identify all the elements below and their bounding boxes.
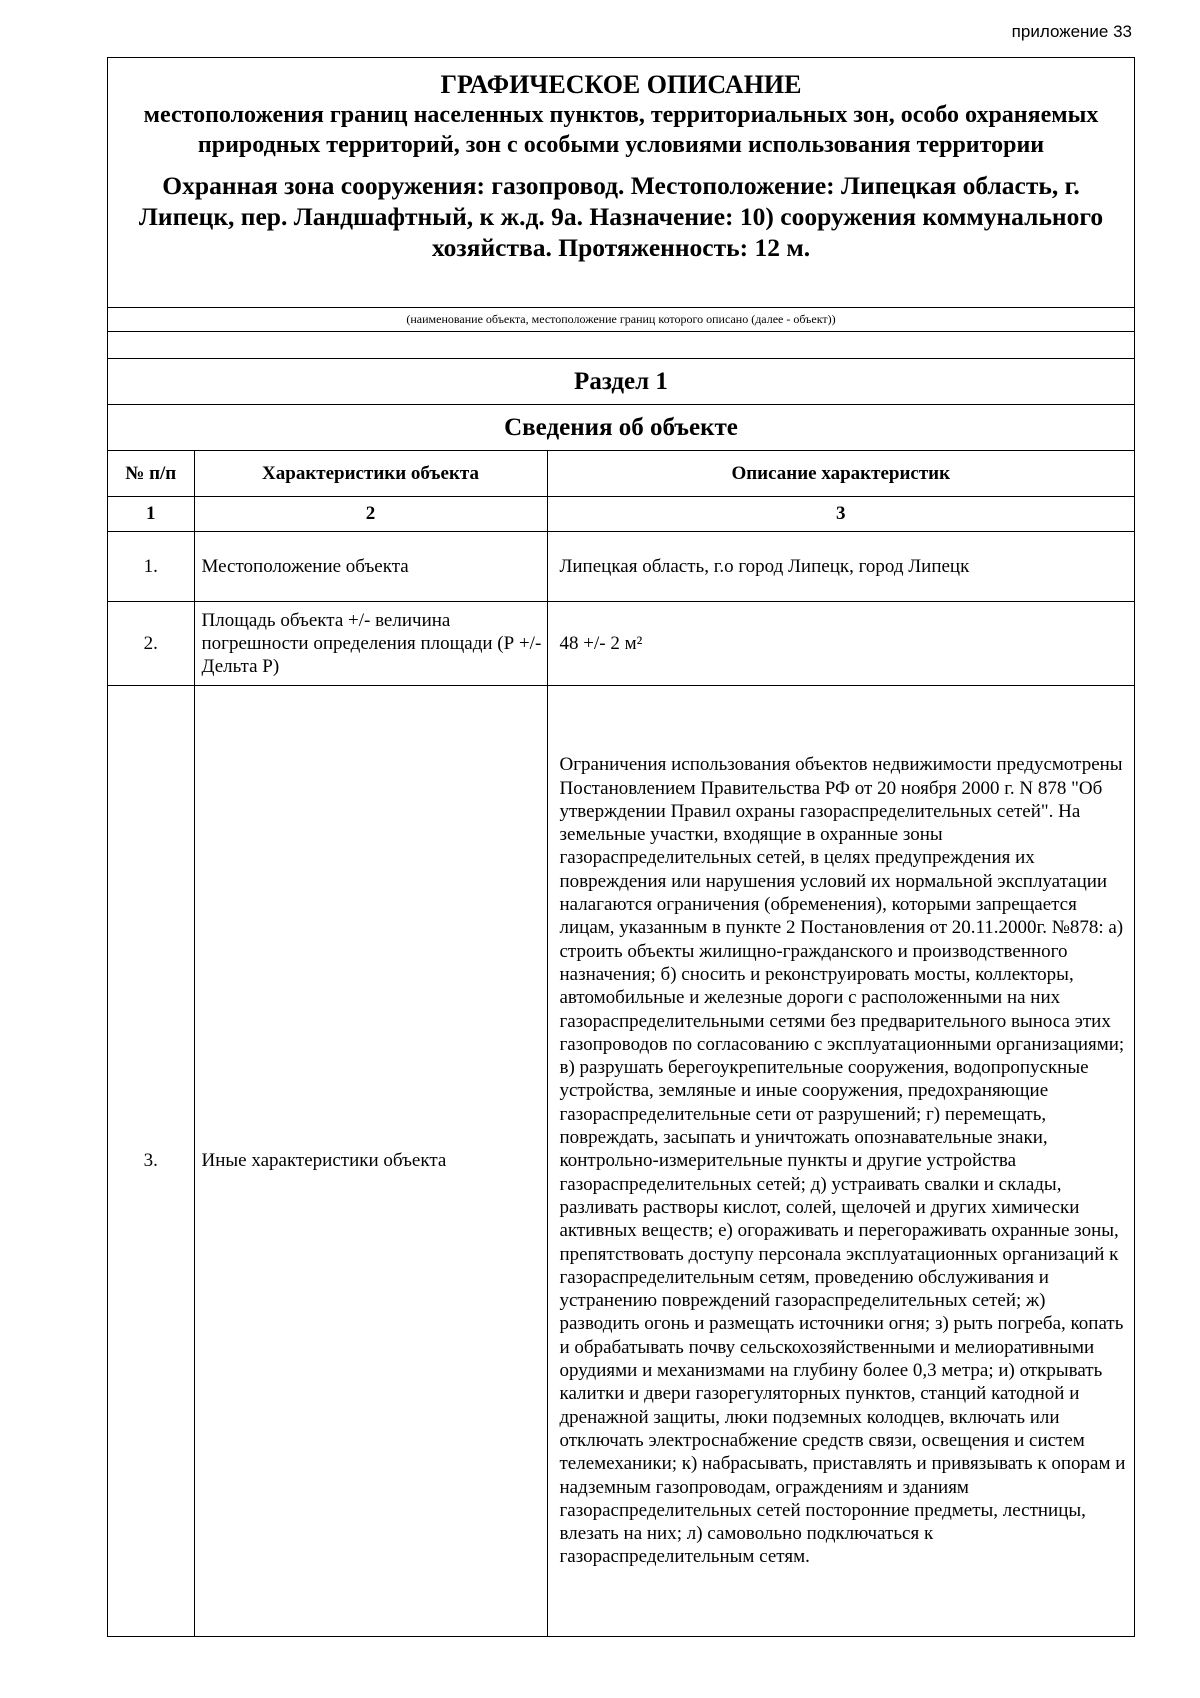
document-title: ГРАФИЧЕСКОЕ ОПИСАНИЕ	[440, 70, 802, 99]
row-characteristic: Площадь объекта +/- величина погрешности определения площади (Р +/- Дельта Р)	[194, 602, 547, 686]
header-description: Описание характеристик	[547, 451, 1134, 497]
document-frame	[107, 57, 1135, 1637]
header-characteristic: Характеристики объекта	[194, 451, 547, 497]
object-name: Охранная зона сооружения: газопровод. Местоположение: Липецкая область, г. Липецк, пер. Ландшафтный, к ж.д. 9а. Назначение: 10) сооружения коммунального хозяйства. Протяженность: 12 м.	[138, 171, 1104, 262]
row-description: Липецкая область, г.о город Липецк, город Липецк	[547, 532, 1134, 602]
section-subtitle: Сведения об объекте	[108, 405, 1134, 451]
row-number: 3.	[108, 686, 194, 1637]
document-subtitle: местоположения границ населенных пунктов, территориальных зон, особо охраняемых природных территорий, зон с особыми условиями использования территории	[143, 102, 1099, 158]
column-number-row	[108, 497, 1134, 532]
section-title: Раздел 1	[108, 359, 1134, 405]
object-info-table	[108, 451, 1134, 1636]
row-characteristic: Иные характеристики объекта	[194, 686, 547, 1637]
header-number: № п/п	[108, 451, 194, 497]
table-row	[108, 602, 1134, 686]
column-number-2: 2	[194, 497, 547, 532]
object-caption: (наименование объекта, местоположение границ которого описано (далее - объект))	[108, 308, 1134, 332]
column-number-3: 3	[547, 497, 1134, 532]
column-number-1: 1	[108, 497, 194, 532]
appendix-label: приложение 33	[1011, 22, 1132, 41]
table-row	[108, 686, 1134, 1637]
row-description: 48 +/- 2 м²	[547, 602, 1134, 686]
table-row	[108, 532, 1134, 602]
blank-row	[108, 332, 1134, 359]
row-number: 1.	[108, 532, 194, 602]
row-characteristic: Местоположение объекта	[194, 532, 547, 602]
table-header-row	[108, 451, 1134, 497]
row-number: 2.	[108, 602, 194, 686]
row-description: Ограничения использования объектов недвижимости предусмотрены Постановлением Правительства РФ от 20 ноября 2000 г. N 878 "Об утверждении Правил охраны газораспределительных сетей". На земельные участки, входящие в охранные зоны газораспределительных сетей, в целях предупреждения их повреждения или нарушения условий их нормальной эксплуатации налагаются ограничения (обременения), которыми запрещается лицам, указанным в пункте 2 Постановления от 20.11.2000г. №878: а) строить объекты жилищно-гражданского и производственного назначения; б) сносить и реконструировать мосты, коллекторы, автомобильные и железные дороги с расположенными на них газораспределительными сетями без предварительного выноса этих газопроводов по согласованию с эксплуатационными организациями; в) разрушать берегоукрепительные сооружения, водопропускные устройства, земляные и иные сооружения, предохраняющие газораспределительные сети от разрушений; г) перемещать, повреждать, засыпать и уничтожать опознавательные знаки, контрольно-измерительные пункты и другие устройства газораспределительных сетей; д) устраивать свалки и склады, разливать растворы кислот, солей, щелочей и других химически активных веществ; е) огораживать и перегораживать охранные зоны, препятствовать доступу персонала эксплуатационных организаций к газораспределительным сетям, проведению обслуживания и устранению повреждений газораспределительных сетей; ж) разводить огонь и размещать источники огня; з) рыть погреба, копать и обрабатывать почву сельскохозяйственными и мелиоративными орудиями и механизмами на глубину более 0,3 метра; и) открывать калитки и двери газорегуляторных пунктов, станций катодной и дренажной защиты, люки подземных колодцев, включать или отключать электроснабжение средств связи, освещения и систем телемеханики; к) набрасывать, приставлять и привязывать к опорам и надземным газопроводам, ограждениям и зданиям газораспределительных сетей посторонние предметы, лестницы, влезать на них; л) самовольно подключаться к газораспределительным сетям.	[547, 686, 1134, 1637]
document-header	[108, 58, 1134, 308]
